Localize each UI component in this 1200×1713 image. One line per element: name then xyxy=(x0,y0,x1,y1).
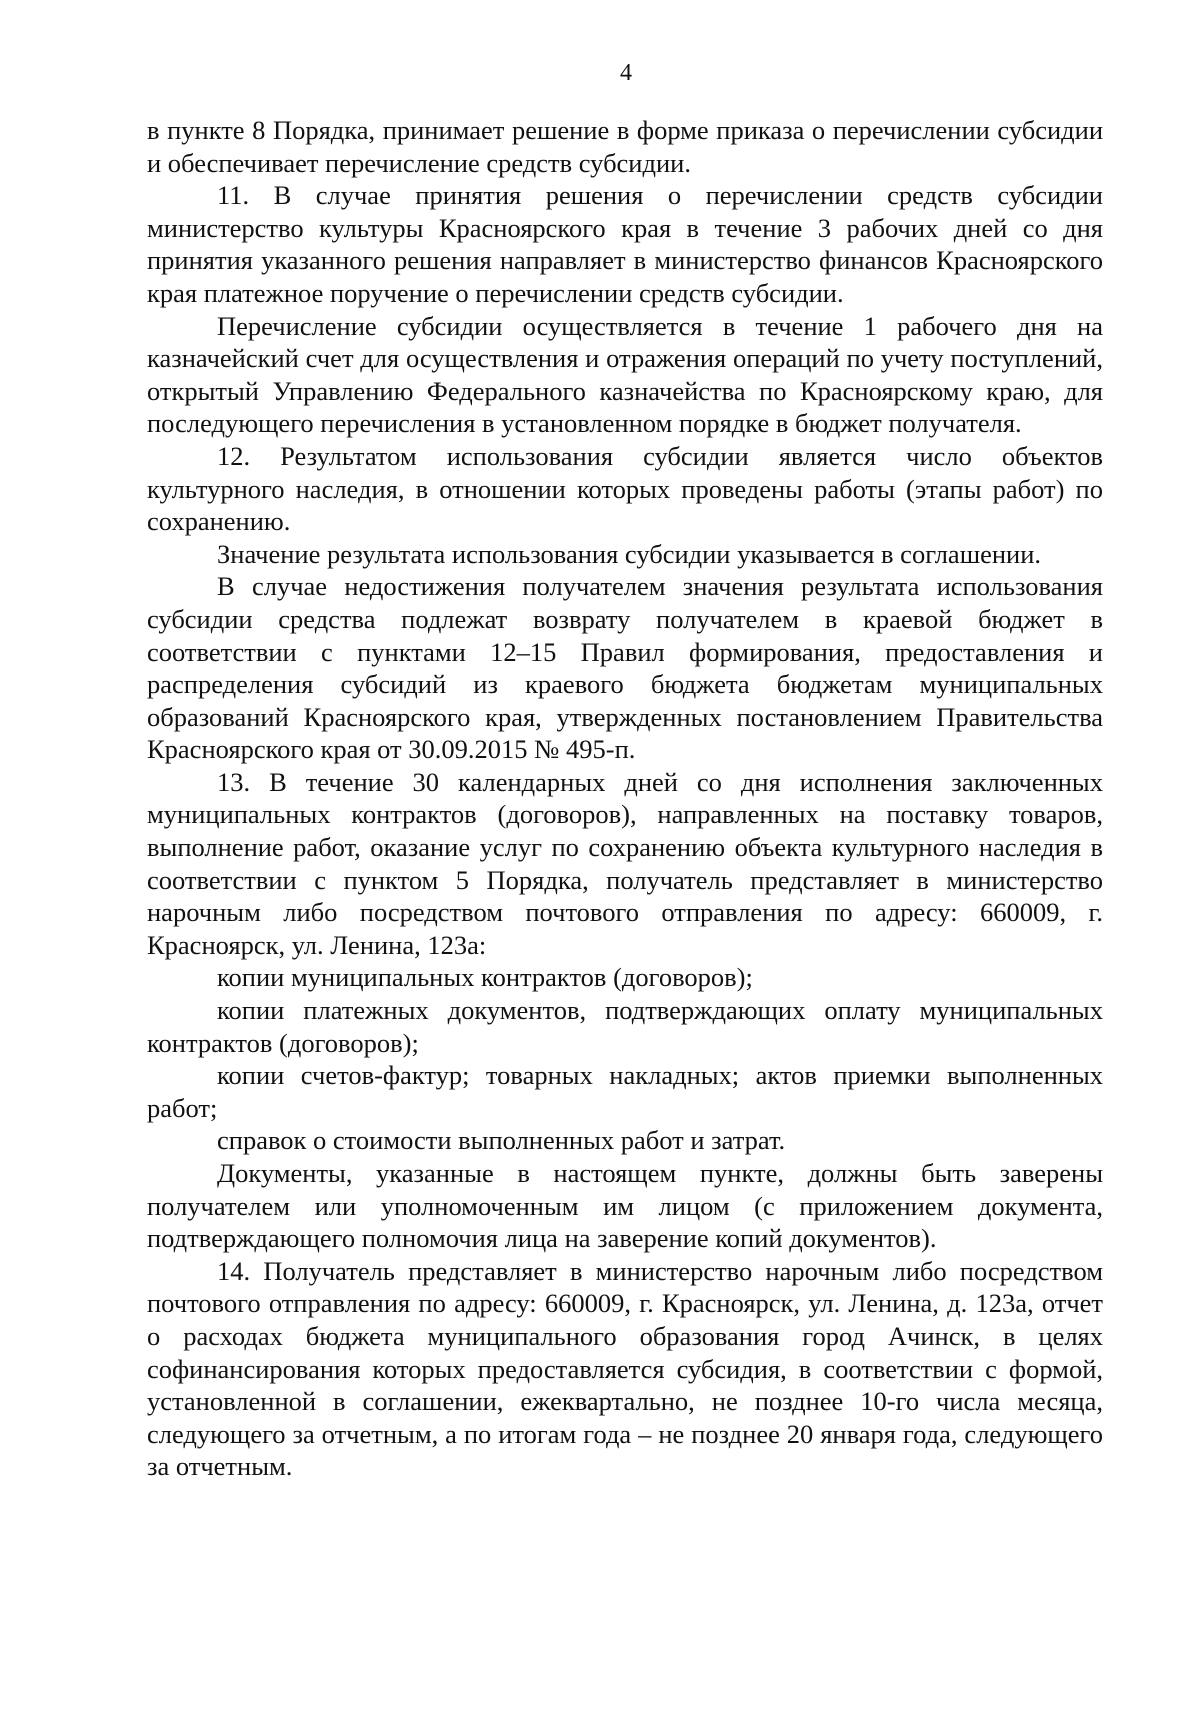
paragraph-5: Значение результата использования субсидии указывается в соглашении. xyxy=(217,538,1042,569)
paragraph-3: Перечисление субсидии осуществляется в течение 1 рабочего дня на казначейский счет для осуществления и отражения операций по учету поступлений, открытый Управлению Федерального казначейства по Красноярскому краю, для последующего перечисления в установленном порядке в бюджет получателя. xyxy=(147,310,1103,439)
list-item-1: копии муниципальных контрактов (договоров); xyxy=(217,962,753,993)
list-item-4: справок о стоимости выполненных работ и затрат. xyxy=(217,1125,786,1156)
paragraph-7: 13. В течение 30 календарных дней со дня исполнения заключенных муниципальных контрактов (договоров), направленных на поставку товаров, выполнение работ, оказание услуг по сохранению объекта культурного наследия в соответствии с пунктом 5 Порядка, получатель представляет в министерство нарочным либо посредством почтового отправления по адресу: 660009, г. Красноярск, ул. Ленина, 123а: xyxy=(147,766,1103,960)
paragraph-6: В случае недостижения получателем значения результата использования субсидии средства подлежат возврату получателем в краевой бюджет в соответствии с пунктами 12–15 Правил формирования, предоставления и распределения субсидий из краевого бюджета бюджетам муниципальных образований Красноярского края, утвержденных постановлением Правительства Красноярского края от 30.09.2015 № 495-п. xyxy=(147,571,1103,765)
page-number: 4 xyxy=(620,60,632,86)
paragraph-9: 14. Получатель представляет в министерство нарочным либо посредством почтового отправления по адресу: 660009, г. Красноярск, ул. Ленина, д. 123а, отчет о расходах бюджета муниципального образования город Ачинск, в целях софинансирования которых предоставляется субсидия, в соответствии с формой, установленной в соглашении, ежеквартально, не позднее 10-го числа месяца, следующего за отчетным, а по итогам года – не позднее 20 января года, следующего за отчетным. xyxy=(147,1255,1103,1482)
paragraph-4: 12. Результатом использования субсидии является число объектов культурного наследия, в отношении которых проведены работы (этапы работ) по сохранению. xyxy=(147,440,1103,537)
document-body xyxy=(147,114,1103,1483)
paragraph-2: 11. В случае принятия решения о перечислении средств субсидии министерство культуры Красноярского края в течение 3 рабочих дней со дня принятия указанного решения направляет в министерство финансов Красноярского края платежное поручение о перечислении средств субсидии. xyxy=(147,180,1103,308)
list-item-2: копии платежных документов, подтверждающих оплату муниципальных контрактов (договоров); xyxy=(147,995,1103,1058)
paragraph-8: Документы, указанные в настоящем пункте, должны быть заверены получателем или уполномоченным им лицом (с приложением документа, подтверждающего полномочия лица на заверение копий документов). xyxy=(147,1158,1103,1254)
paragraph-1: в пункте 8 Порядка, принимает решение в форме приказа о перечислении субсидии и обеспечивает перечисление средств субсидии. xyxy=(147,115,1103,178)
list-item-3: копии счетов-фактур; товарных накладных; актов приемки выполненных работ; xyxy=(147,1060,1103,1123)
